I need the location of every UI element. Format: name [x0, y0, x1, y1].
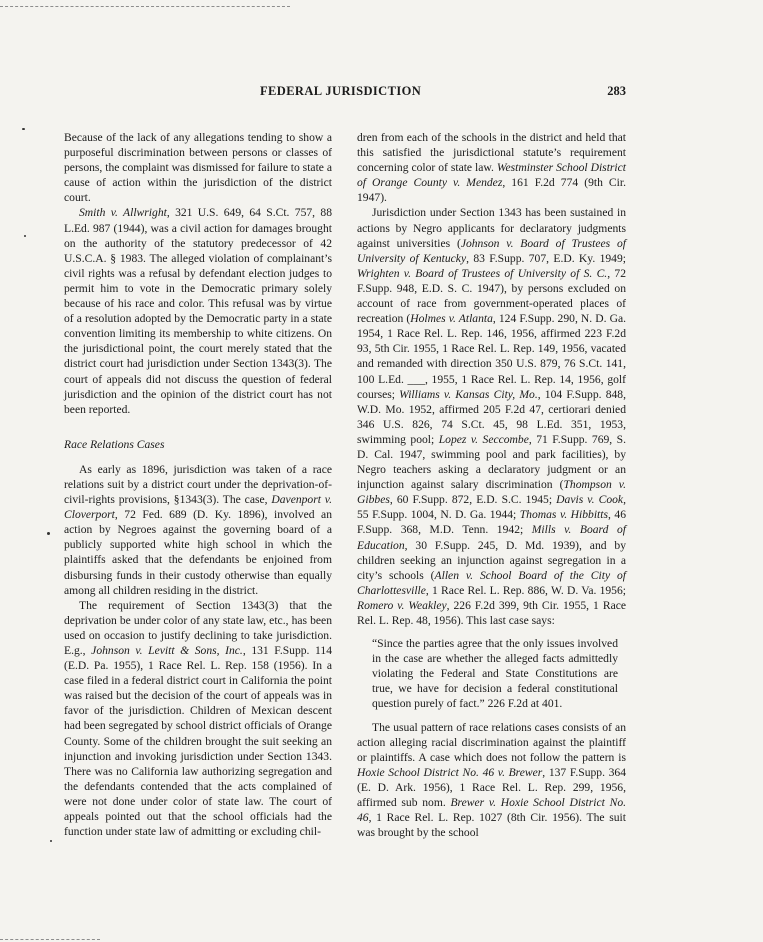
right-column [357, 130, 626, 840]
paragraph: The requirement of Section 1343(3) that the deprivation be under color of any state law, etc., has been used on occasion to justify declining to take jurisdiction. E.g., Johnson v. Levitt & Sons, Inc., 131 F.Supp. 114 (E.D. Pa. 1955), 1 Race Rel. L. Rep. 158 (1956). In a case filed in a federal district court in California the point was raised but the decision of the court of appeals was in favor of the jurisdiction. Children of Mexican descent had been segregated by school district officials of Orange County. Some of the children brought the suit seeking an injunction and invoking jurisdiction under Section 1343. There was no California law authorizing segregation and the defendants contended that the acts complained of were not done under color of state law. The court of appeals pointed out that the school officials had the function under state law of admitting or excluding chil- [64, 598, 332, 839]
left-column [64, 130, 332, 839]
section-heading: Race Relations Cases [64, 437, 165, 451]
paragraph: Because of the lack of any allegations tending to show a purposeful discrimination between persons or classes of persons, the complaint was dismissed for failure to state a cause of action within the jurisdiction of the district court. [64, 131, 332, 205]
page-number: 283 [607, 84, 626, 98]
running-title: FEDERAL JURISDICTION [260, 84, 422, 98]
paragraph: The usual pattern of race relations cases consists of an action alleging racial discrimination against the plaintiff or plaintiffs. A case which does not follow the pattern is Hoxie School District No. 46 v. Brewer, 137 F.Supp. 364 (E. D. Ark. 1956), 1 Race Rel. L. Rep. 299, 1956, affirmed sub nom. Brewer v. Hoxie School District No. 46, 1 Race Rel. L. Rep. 1027 (8th Cir. 1956). The suit was brought by the school [357, 720, 627, 840]
paragraph: dren from each of the schools in the district and held that this satisfied the jurisdictional statute’s requirement concerning color of state law. Westminster School District of Orange County v. Mendez, 161 F.2d 774 (9th Cir. 1947). [357, 131, 627, 205]
paragraph: Smith v. Allwright, 321 U.S. 649, 64 S.Ct. 757, 88 L.Ed. 987 (1944), was a civil action for damages brought on the authority of the statutory predecessor of 42 U.S.C.A. § 1983. The alleged violation of complainant’s civil rights was a refusal by defendant election judges to permit him to vote in the Democratic primary solely because of his race and color. This refusal was by virtue of a resolution adopted by the Democratic party in a state convention limiting its membership to white citizens. On the jurisdictional point, the court merely stated that the district court had jurisdiction under Section 1343(3). The court of appeals did not discuss the question of federal jurisdiction and the opinion of the district court has not been reported. [64, 206, 332, 416]
paragraph: Jurisdiction under Section 1343 has been sustained in actions by Negro applicants for declaratory judgments against universities (Johnson v. Board of Trustees of University of Kentucky, 83 F.Supp. 707, E.D. Ky. 1949; Wrighten v. Board of Trustees of University of S. C., 72 F.Supp. 948, E.D. S. C. 1947), by persons excluded on account of race from government-operated places of recreation (Holmes v. Atlanta, 124 F.Supp. 290, N. D. Ga. 1954, 1 Race Rel. L. Rep. 146, 1956, affirmed 223 F.2d 93, 5th Cir. 1955, 1 Race Rel. L. Rep. 149, 1956, vacated and remanded with direction 350 U.S. 879, 76 S.Ct. 141, 100 L.Ed. ___, 1955, 1 Race Rel. L. Rep. 14, 1956, golf courses; Williams v. Kansas City, Mo., 104 F.Supp. 848, W.D. Mo. 1952, affirmed 205 F.2d 47, certiorari denied 346 U.S. 826, 74 S.Ct. 45, 98 L.Ed. 351, 1953, swimming pool; Lopez v. Seccombe, 71 F.Supp. 769, S. D. Cal. 1947, swimming pool and park facilities), by Negro teachers asking a declaratory judgment or an injunction against salary discrimination (Thompson v. Gibbes, 60 F.Supp. 872, E.D. S.C. 1945; Davis v. Cook, 55 F.Supp. 1004, N. D. Ga. 1944; Thomas v. Hibbitts, 46 F.Supp. 368, M.D. Tenn. 1942; Mills v. Board of Education, 30 F.Supp. 245, D. Md. 1939), and by children seeking an injunction against segregation in a city’s schools (Allen v. School Board of the City of Charlottesville, 1 Race Rel. L. Rep. 886, W. D. Va. 1956; Romero v. Weakley, 226 F.2d 399, 9th Cir. 1955, 1 Race Rel. L. Rep. 48, 1956). This last case says: [357, 206, 627, 627]
top-dashed-rule [0, 6, 290, 7]
paragraph: As early as 1896, jurisdiction was taken of a race relations suit by a district court under the deprivation-of-civil-rights provisions, §1343(3). The case, Davenport v. Cloverport, 72 Fed. 689 (D. Ky. 1896), involved an action by Negroes against the governing board of a publicly supported white high school in which the plaintiffs asked that the defendants be enjoined from disbursing funds in their custody otherwise than equally among all children residing in the district. [64, 462, 332, 597]
bottom-dashed-rule [0, 939, 100, 940]
block-quote: “Since the parties agree that the only issues involved in the case are whether the alleged facts admittedly violating the Federal and State Constitutions are true, we have for decision a federal constitutional question purely of fact.” 226 F.2d at 401. [372, 637, 618, 711]
